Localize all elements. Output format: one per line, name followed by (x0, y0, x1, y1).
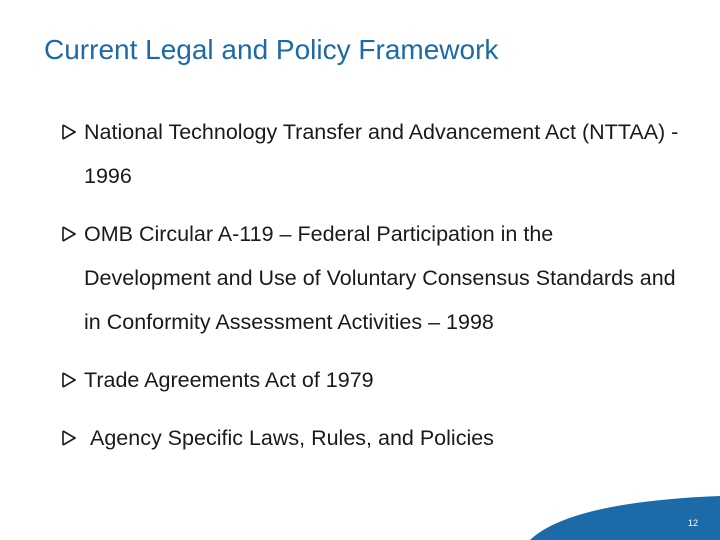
bullet-item-trade-agreements (62, 358, 682, 402)
bullet-text: National Technology Transfer and Advancement Act (NTTAA) - 1996 (84, 120, 679, 188)
bullet-item-omb-circular (62, 212, 682, 344)
bullet-text: OMB Circular A-119 – Federal Participation in the Development and Use of Voluntary Consensus Standards and in Conformity Assessment Activities – 1998 (84, 222, 676, 334)
bullet-text: Agency Specific Laws, Rules, and Policies (90, 426, 494, 450)
bullet-item-agency-laws (62, 416, 682, 460)
slide-title: Current Legal and Policy Framework (44, 34, 499, 65)
page-number: 12 (687, 518, 698, 528)
bullet-item-nttaa (62, 110, 682, 198)
bullet-list (62, 110, 682, 474)
bullet-text: Trade Agreements Act of 1979 (84, 368, 374, 392)
